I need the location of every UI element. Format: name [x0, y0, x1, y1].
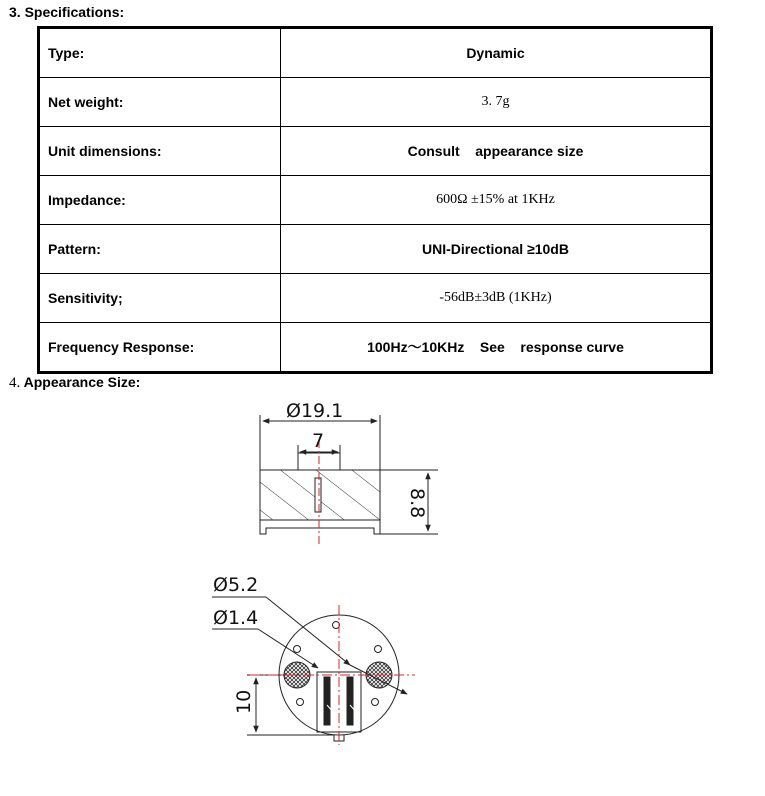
small-hole: [297, 699, 304, 706]
terminal-pad-right: [347, 677, 353, 725]
center-label: 7: [312, 430, 325, 452]
diameter-label: Ø19.1: [286, 400, 344, 422]
spec-label-impedance: Impedance:: [39, 176, 281, 225]
spec-value-type: Dynamic: [281, 28, 712, 78]
small-hole: [372, 699, 379, 706]
side-view: [260, 415, 438, 545]
small-hole: [375, 646, 382, 653]
section-title: Appearance Size:: [23, 374, 141, 390]
side-view-pin: [315, 478, 321, 512]
small-hole: [333, 622, 340, 629]
spec-value-sensitivity: -56dB±3dB (1KHz): [281, 274, 712, 323]
outer-hole-leader: [266, 597, 350, 665]
height-label: 8.8: [406, 488, 428, 519]
outer-hole-label: Ø5.2: [213, 574, 259, 596]
spec-value-frequency-response: 100Hz～10KHz See response curve: [281, 323, 712, 373]
section-number: 4.: [9, 375, 21, 391]
spec-label-sensitivity: Sensitivity;: [39, 274, 281, 323]
spec-value-pattern: UNI-Directional ≥10dB: [281, 225, 712, 274]
section-number: 3.: [9, 4, 21, 20]
spec-label-pattern: Pattern:: [39, 225, 281, 274]
spec-label-frequency-response: Frequency Response:: [39, 323, 281, 373]
spec-value-net-weight: 3. 7g: [281, 78, 712, 127]
bottom-height-label: 10: [233, 689, 255, 714]
terminal-pad-left: [324, 677, 330, 725]
side-view-base: [260, 520, 380, 534]
spec-value-unit-dimensions: Consult appearance size: [281, 127, 712, 176]
spec-label-type: Type:: [39, 28, 281, 78]
inner-hole-label: Ø1.4: [213, 607, 259, 629]
small-hole: [294, 646, 301, 653]
spec-label-unit-dimensions: Unit dimensions:: [39, 127, 281, 176]
section-title: Specifications:: [24, 4, 125, 20]
inner-hole-leader: [258, 629, 318, 668]
spec-label-net-weight: Net weight:: [39, 78, 281, 127]
spec-value-impedance: 600Ω ±15% at 1KHz: [281, 176, 712, 225]
